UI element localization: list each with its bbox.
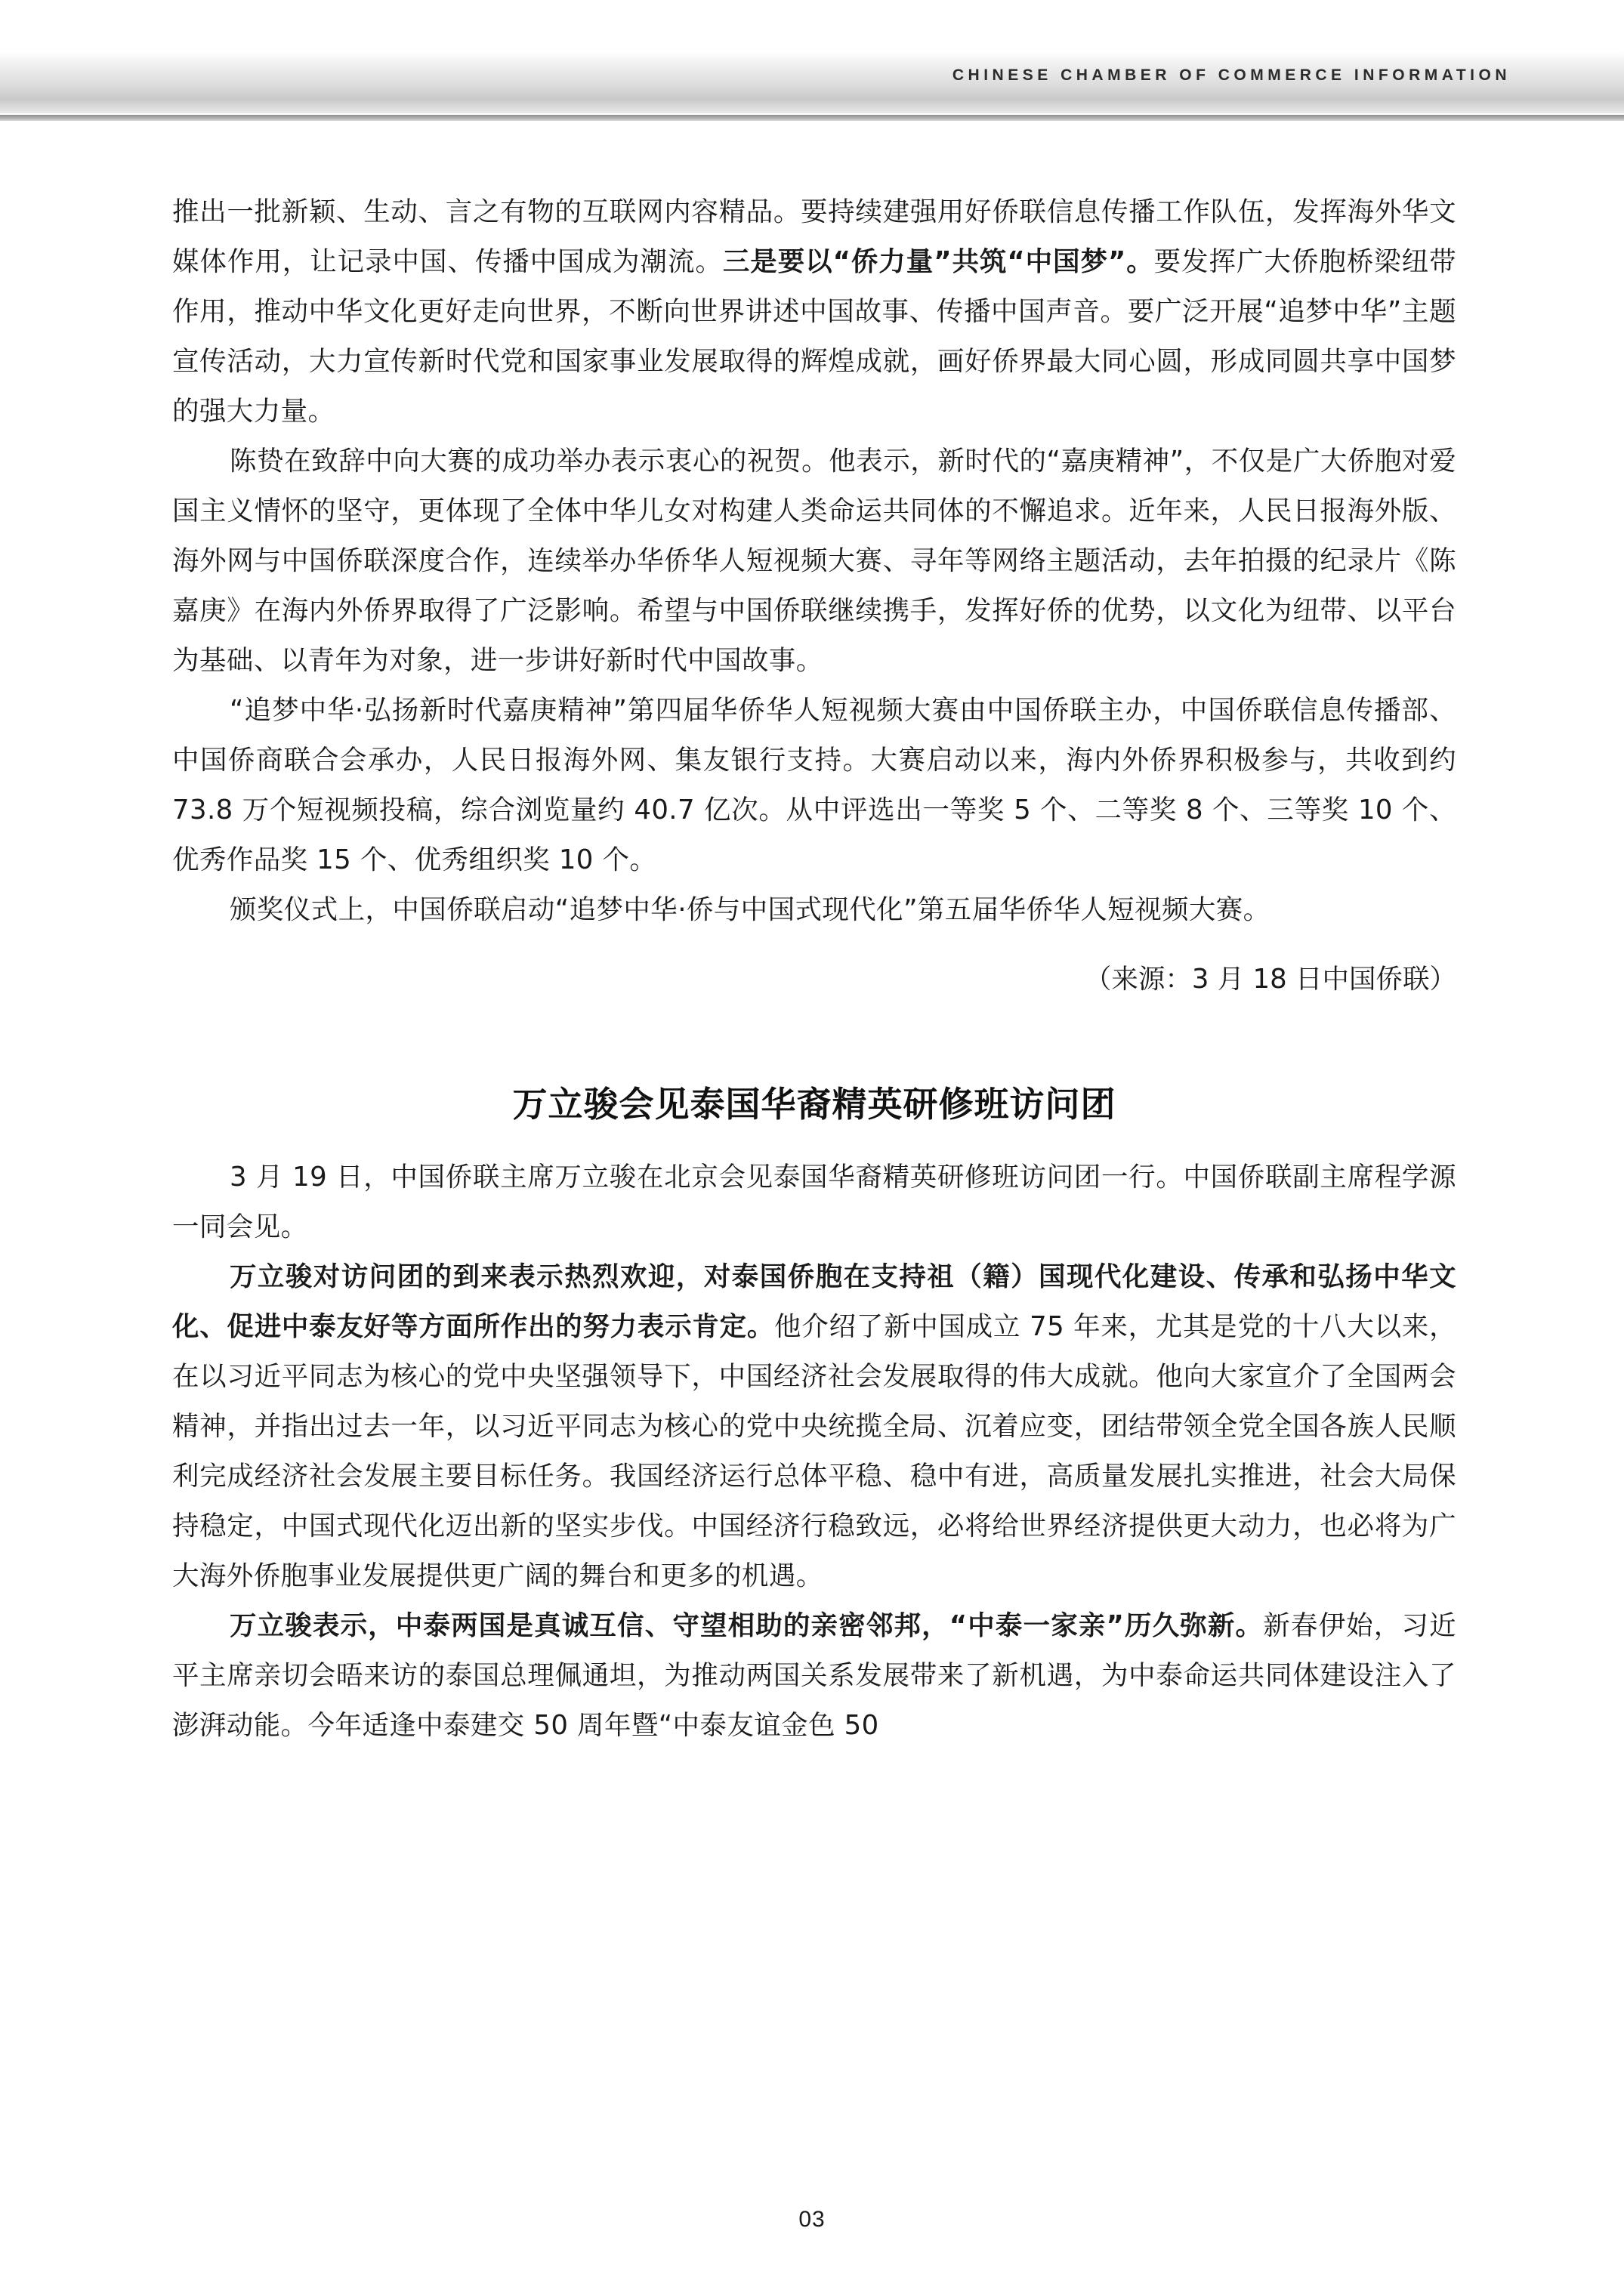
article1-paragraph-1-tail: 要发挥广大侨胞桥梁纽带作用，推动中华文化更好走向世界，不断向世界讲述中国故事、传播中国声音。要广泛开展“追梦中华”主题宣传活动，大力宣传新时代党和国家事业发展取得的辉煌成就，画好侨界最大同心圆，形成同圆共享中国梦的强大力量。 (172, 246, 1456, 427)
article2-title: 万立骏会见泰国华裔精英研修班访问团 (512, 1084, 1116, 1125)
article2-paragraph-2 (172, 1252, 1456, 1601)
article2-paragraph-3-tail: 新春伊始，习近平主席亲切会晤来访的泰国总理佩通坦，为推动两国关系发展带来了新机遇，为中泰命运共同体建设注入了澎湃动能。今年适逢中泰建交 50 周年暨“中泰友谊金色 50 (172, 1610, 1456, 1741)
article2-paragraph-1: 3 月 19 日，中国侨联主席万立骏在北京会见泰国华裔精英研修班访问团一行。中国侨联副主席程学源一同会见。 (172, 1162, 1456, 1242)
header-rule (0, 115, 1624, 121)
page-number: 03 (798, 2207, 826, 2232)
article1-paragraph-4: 颁奖仪式上，中国侨联启动“追梦中华·侨与中国式现代化”第五届华侨华人短视频大赛。 (230, 894, 1270, 925)
article2-paragraph-3-bold: 万立骏表示，中泰两国是真诚互信、守望相助的亲密邻邦，“中泰一家亲”历久弥新。 (230, 1610, 1264, 1641)
article2-paragraph-3 (172, 1601, 1456, 1751)
running-header-title: CHINESE CHAMBER OF COMMERCE INFORMATION (952, 66, 1511, 84)
article1-source: （来源：3 月 18 日中国侨联） (1084, 964, 1456, 995)
document-content (172, 187, 1456, 1751)
article2-paragraph-2-tail: 他介绍了新中国成立 75 年来，尤其是党的十八大以来，在以习近平同志为核心的党中央坚强领导下，中国经济社会发展取得的伟大成就。他向大家宣介了全国两会精神，并指出过去一年，以习近平同志为核心的党中央统揽全局、沉着应变，团结带领全党全国各族人民顺利完成经济社会发展主要目标任务。我国经济运行总体平稳、稳中有进，高质量发展扎实推进，社会大局保持稳定，中国式现代化迈出新的坚实步伐。中国经济行稳致远，必将给世界经济提供更大动力，也必将为广大海外侨胞事业发展提供更广阔的舞台和更多的机遇。 (172, 1311, 1456, 1591)
article1-paragraph-1-lead: 推出一批新颖、生动、言之有物的互联网内容精品。要持续建强用好侨联信息传播工作队伍，发挥海外华文媒体作用，让记录中国、传播中国成为潮流。 (172, 196, 1456, 277)
article1-paragraph-1 (172, 187, 1456, 437)
article1-paragraph-2: 陈贽在致辞中向大赛的成功举办表示衷心的祝贺。他表示，新时代的“嘉庚精神”，不仅是广大侨胞对爱国主义情怀的坚守，更体现了全体中华儿女对构建人类命运共同体的不懈追求。近年来，人民日报海外版、海外网与中国侨联深度合作，连续举办华侨华人短视频大赛、寻年等网络主题活动，去年拍摄的纪录片《陈嘉庚》在海内外侨界取得了广泛影响。希望与中国侨联继续携手，发挥好侨的优势，以文化为纽带、以平台为基础、以青年为对象，进一步讲好新时代中国故事。 (172, 446, 1456, 676)
article2-paragraph-2-bold: 万立骏对访问团的到来表示热烈欢迎，对泰国侨胞在支持祖（籍）国现代化建设、传承和弘扬中华文化、促进中泰友好等方面所作出的努力表示肯定。 (172, 1261, 1456, 1342)
article1-paragraph-1-bold: 三是要以“侨力量”共筑“中国梦”。 (722, 246, 1154, 277)
article1-paragraph-3: “追梦中华·弘扬新时代嘉庚精神”第四届华侨华人短视频大赛由中国侨联主办，中国侨联信息传播部、中国侨商联合会承办，人民日报海外网、集友银行支持。大赛启动以来，海内外侨界积极参与，共收到约 73.8 万个短视频投稿，综合浏览量约 40.7 亿次。从中评选出一等奖 5 个、二等奖 8 个、三等奖 10 个、优秀作品奖 15 个、优秀组织奖 10 个。 (172, 695, 1456, 875)
